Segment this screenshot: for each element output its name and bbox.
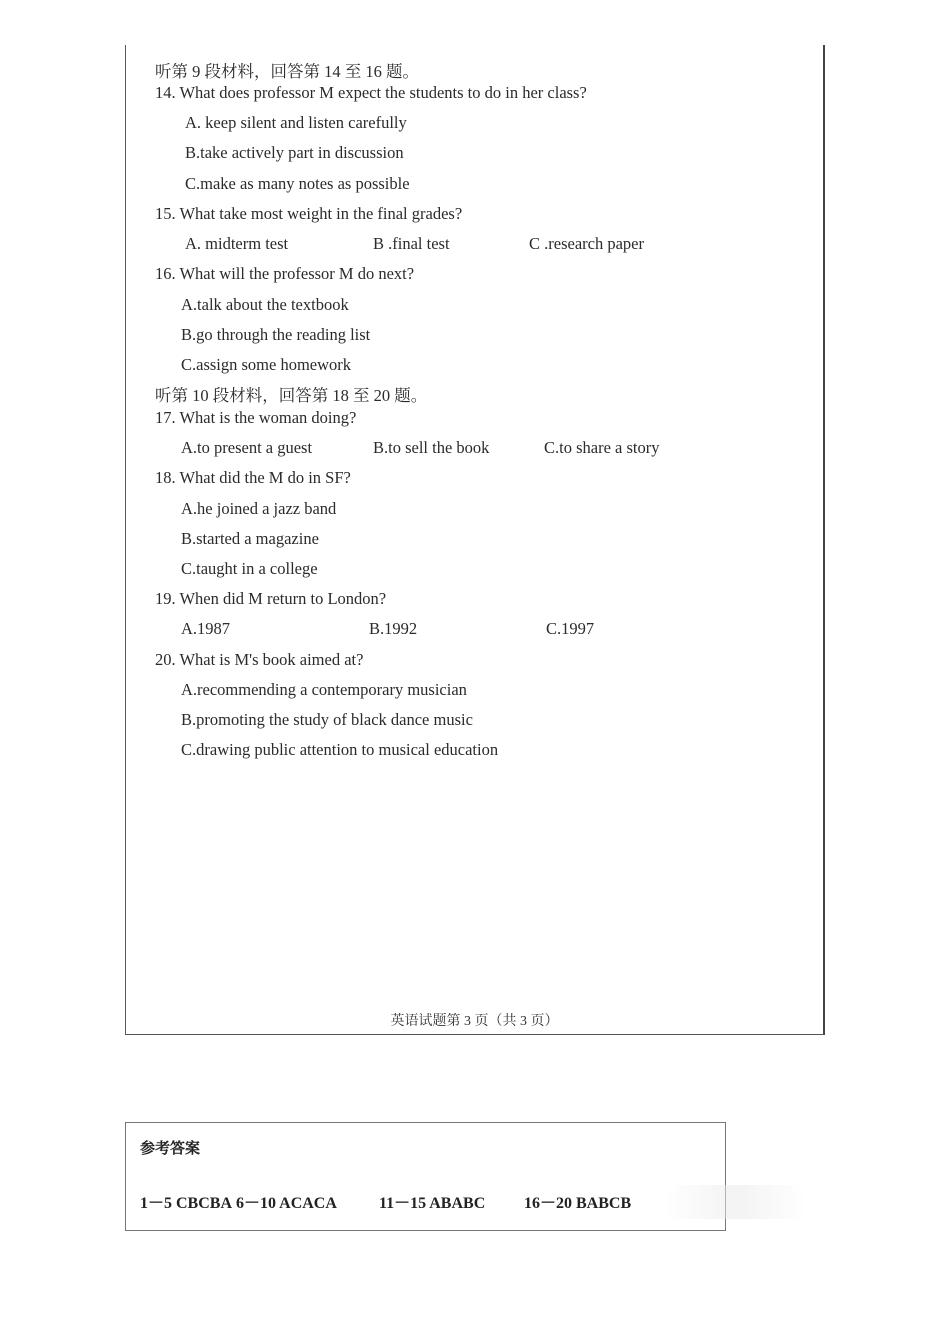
question-16-option-b: B.go through the reading list <box>181 325 371 344</box>
question-14-option-c: C.make as many notes as possible <box>185 174 410 193</box>
question-14-option-a: A. keep silent and listen carefully <box>185 113 407 132</box>
answer-group-16-20: 16－20 BABCB <box>524 1195 632 1212</box>
question-20: 20. What is M's book aimed at? <box>155 650 364 669</box>
question-19-option-c: C.1997 <box>546 619 595 638</box>
answer-group: 6－10 ACACA <box>236 1195 337 1212</box>
question-18-option-b: B.started a magazine <box>181 529 319 548</box>
question-19-option-a: A.1987 <box>181 619 231 638</box>
answer-key-box <box>125 1122 726 1231</box>
question-20-option-c: C.drawing public attention to musical education <box>181 740 499 759</box>
question-15-option-a: A. midterm test <box>185 234 289 253</box>
question-16-option-c: C.assign some homework <box>181 355 352 374</box>
question-18: 18. What did the M do in SF? <box>155 468 351 487</box>
question-15: 15. What take most weight in the final grades? <box>155 204 463 223</box>
question-19-option-b: B.1992 <box>369 619 418 638</box>
scan-smudge <box>666 1185 806 1219</box>
question-17: 17. What is the woman doing? <box>155 408 357 427</box>
exam-page <box>125 45 825 1035</box>
question-16-option-a: A.talk about the textbook <box>181 295 349 314</box>
question-18-option-c: C.taught in a college <box>181 559 318 578</box>
question-17-option-c: C.to share a story <box>544 438 660 457</box>
page-footer: 英语试题第 3 页（共 3 页） <box>390 1014 559 1029</box>
answer-key-title: 参考答案 <box>140 1141 201 1157</box>
question-16: 16. What will the professor M do next? <box>155 264 415 283</box>
answer-key-row <box>140 1190 631 1213</box>
question-20-option-b: B.promoting the study of black dance music <box>181 710 473 729</box>
question-15-option-c: C .research paper <box>529 234 644 253</box>
question-20-option-a: A.recommending a contemporary musician <box>181 680 467 699</box>
question-18-option-a: A.he joined a jazz band <box>181 499 337 518</box>
question-14: 14. What does professor M expect the students to do in her class? <box>155 83 587 102</box>
question-17-option-a: A.to present a guest <box>181 438 313 457</box>
question-19: 19. When did M return to London? <box>155 589 387 608</box>
answer-group-11-15: 11－15 ABABC <box>379 1195 486 1212</box>
question-14-option-b: B.take actively part in discussion <box>185 143 404 162</box>
section-10-heading: 听第 10 段材料，回答第 18 至 20 题。 <box>155 386 428 405</box>
question-17-option-b: B.to sell the book <box>373 438 490 457</box>
answer-group-1-10 <box>140 1190 379 1213</box>
section-9-heading: 听第 9 段材料，回答第 14 至 16 题。 <box>155 62 419 81</box>
answer-group: 1－5 CBCBA <box>140 1195 233 1212</box>
question-15-option-b: B .final test <box>373 234 450 253</box>
